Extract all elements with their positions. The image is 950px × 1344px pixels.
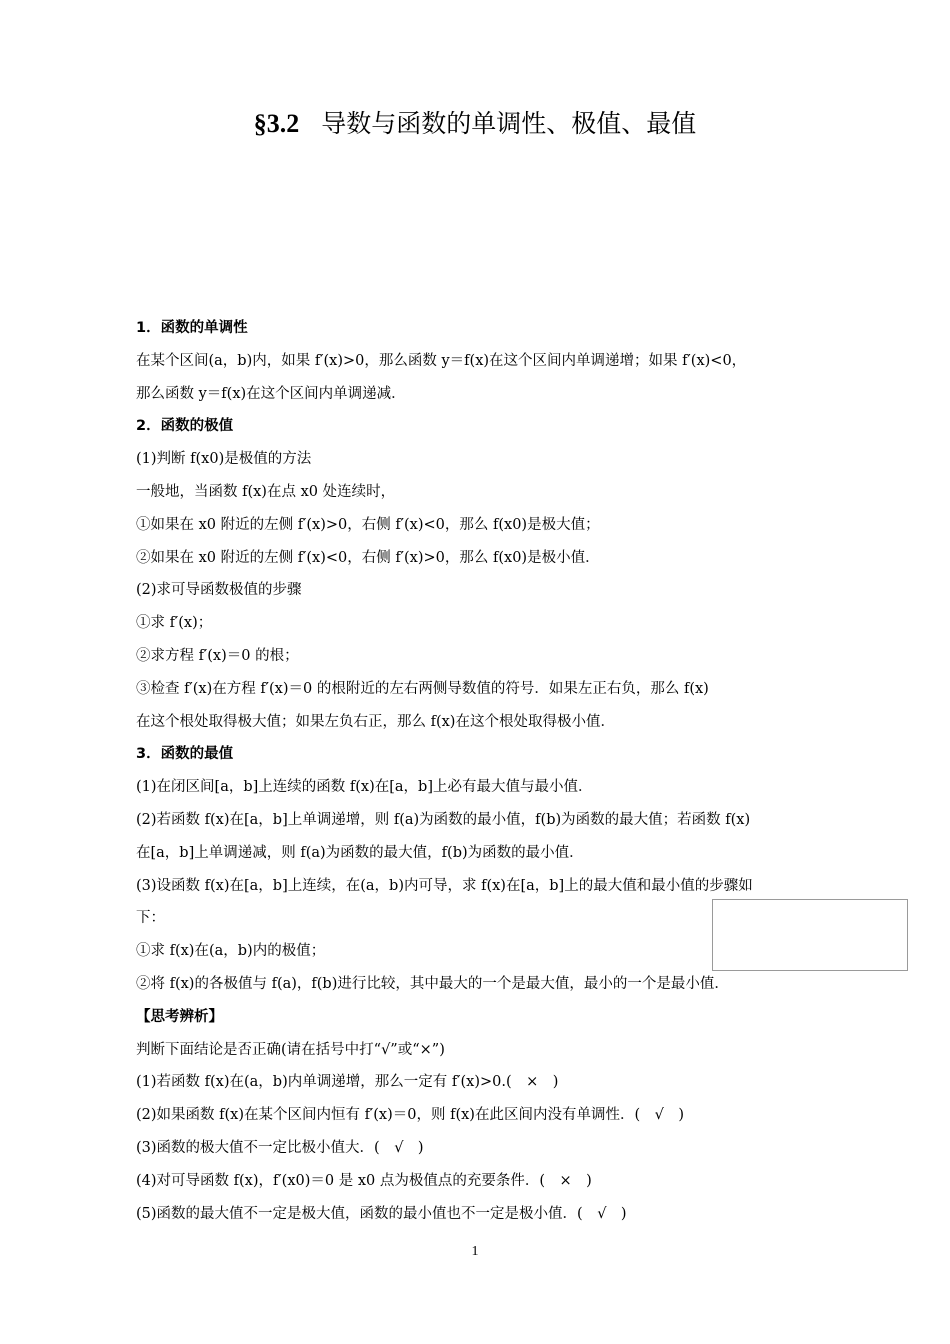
text-line: (3)设函数 f(x)在[a，b]上连续，在(a，b)内可导，求 f(x)在[a，b]上的最大值和最小值的步骤如: [136, 877, 753, 894]
text-line: 那么函数 y＝f(x)在这个区间内单调递减．: [136, 385, 406, 402]
page-number: 1: [471, 1244, 479, 1259]
text-line: 一般地，当函数 f(x)在点 x0 处连续时，: [136, 483, 396, 500]
text-line: 在某个区间(a，b)内，如果 f′(x)>0，那么函数 y＝f(x)在这个区间内单调递增；如果 f′(x)<0，: [136, 352, 747, 369]
text-line: ②将 f(x)的各极值与 f(a)，f(b)进行比较，其中最大的一个是最大值，最小的一个是最小值．: [136, 975, 729, 992]
text-line: ①求 f′(x)；: [136, 615, 213, 632]
text-line: 在[a，b]上单调递减，则 f(a)为函数的最大值，f(b)为函数的最小值．: [136, 844, 584, 861]
text-line: (1)判断 f(x0)是极值的方法: [136, 451, 312, 468]
text-line: 判断下面结论是否正确(请在括号中打“√”或“×”): [136, 1041, 445, 1058]
judgement-item: (5)函数的最大值不一定是极大值，函数的最小值也不一定是极小值．( √ ): [136, 1205, 627, 1222]
judgement-item: (3)函数的极大值不一定比极小值大．( √ ): [136, 1139, 424, 1156]
text-line: (1)在闭区间[a，b]上连续的函数 f(x)在[a，b]上必有最大值与最小值．: [136, 779, 593, 796]
text-line: ③检查 f′(x)在方程 f′(x)＝0 的根附近的左右两侧导数值的符号．如果左正右负，那么 f(x): [136, 680, 709, 697]
document-body: [136, 312, 826, 1230]
text-line: (2)求可导函数极值的步骤: [136, 582, 302, 599]
text-line: ①如果在 x0 附近的左侧 f′(x)>0，右侧 f′(x)<0，那么 f(x0)是极大值；: [136, 516, 600, 533]
page-title: [0, 106, 950, 142]
heading-max-min: 3．函数的最值: [136, 746, 234, 763]
text-line: (2)若函数 f(x)在[a，b]上单调递增，则 f(a)为函数的最小值，f(b)为函数的最大值；若函数 f(x): [136, 811, 751, 828]
heading-extrema: 2．函数的极值: [136, 418, 234, 435]
text-line: ①求 f(x)在(a，b)内的极值；: [136, 943, 326, 960]
section-title: 导数与函数的单调性、极值、最值: [321, 109, 697, 138]
text-line: ②求方程 f′(x)＝0 的根；: [136, 647, 299, 664]
heading-thinking: 【思考辨析】: [136, 1008, 223, 1025]
text-line: ②如果在 x0 附近的左侧 f′(x)<0，右侧 f′(x)>0，那么 f(x0)是极小值．: [136, 549, 600, 566]
watermark-box: [712, 899, 908, 971]
text-line: 在这个根处取得极大值；如果左负右正，那么 f(x)在这个根处取得极小值．: [136, 713, 615, 730]
judgement-item: (2)如果函数 f(x)在某个区间内恒有 f′(x)＝0，则 f(x)在此区间内没有单调性．( √ ): [136, 1107, 685, 1124]
text-line: 下：: [136, 910, 165, 927]
heading-monotonicity: 1．函数的单调性: [136, 320, 248, 336]
section-number: §3.2: [253, 109, 300, 138]
judgement-item: (1)若函数 f(x)在(a，b)内单调递增，那么一定有 f′(x)>0.( × ): [136, 1074, 559, 1091]
judgement-item: (4)对可导函数 f(x)，f′(x0)＝0 是 x0 点为极值点的充要条件．( × ): [136, 1172, 592, 1189]
